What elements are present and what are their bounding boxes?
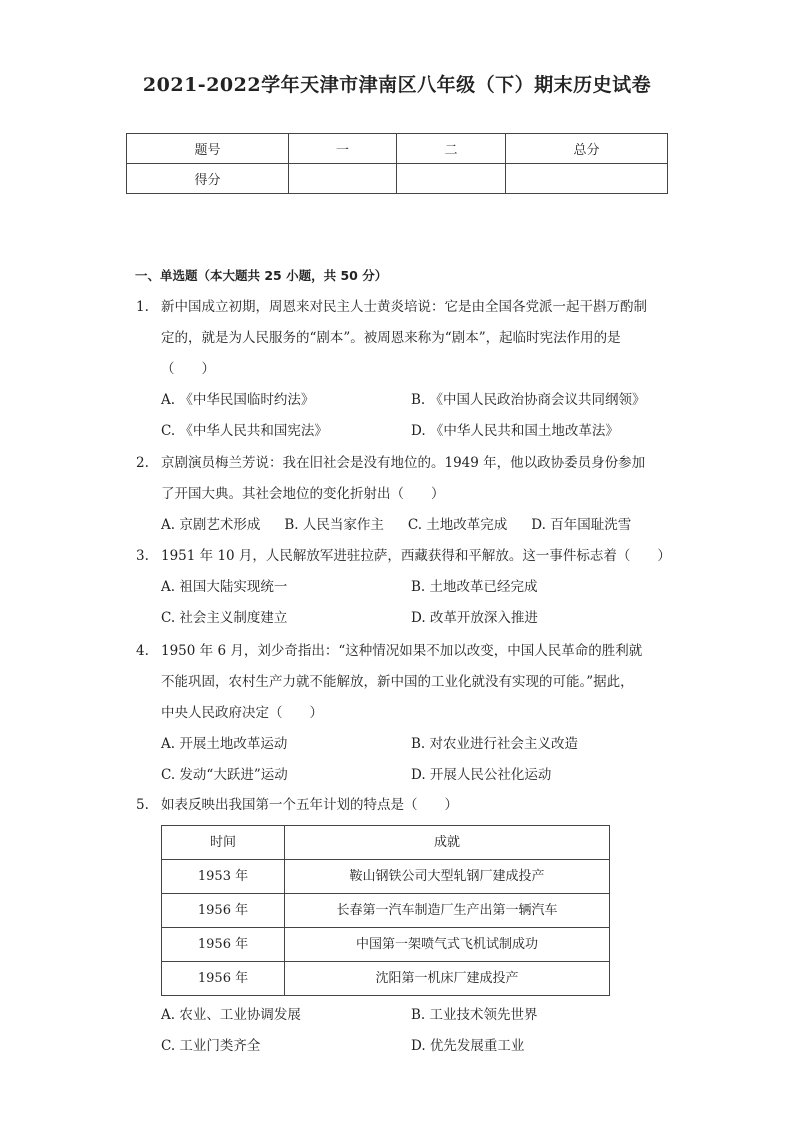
question-number: 2. [136,455,149,471]
question-number: 4. [136,643,149,659]
option-a[interactable]: A. 农业、工业协调发展 [161,1007,301,1023]
score-table-row [127,164,668,194]
option-d[interactable]: D. 优先发展重工业 [411,1038,525,1054]
option-b[interactable]: B. 土地改革已经完成 [411,579,538,595]
question-text-line: 京剧演员梅兰芳说：我在旧社会是没有地位的。1949 年，他以政协委员身份参加 [161,455,646,471]
option-b[interactable]: B. 对农业进行社会主义改造 [411,736,579,752]
table-row [162,962,610,996]
question-text-line: （ ） [161,361,215,377]
question-1 [136,292,676,447]
score-header-cell: 二 [397,134,506,164]
table-cell-year: 1953 年 [162,860,285,894]
option-a[interactable]: A. 京剧艺术形成 [161,517,261,533]
option-d[interactable]: D. 《中华人民共和国土地改革法》 [411,423,619,439]
score-table-header-row [127,134,668,164]
option-b[interactable]: B. 人民当家作主 [284,517,384,533]
option-a[interactable]: A. 《中华民国临时约法》 [161,392,315,408]
question-text-line: 定的，就是为人民服务的“剧本”。被周恩来称为“剧本”，起临时宪法作用的是 [161,330,621,346]
question-number: 5. [136,797,149,813]
option-c[interactable]: C. 《中华人民共和国宪法》 [161,423,328,439]
score-input-cell[interactable] [289,164,397,194]
question-text-line: 新中国成立初期，周恩来对民主人士黄炎培说：它是由全国各党派一起干斟万酌制 [161,299,647,315]
question-text-line: 1951 年 10 月，人民解放军进驻拉萨，西藏获得和平解放。这一事件标志着（ ） [161,548,671,564]
question-number: 1. [136,299,149,315]
question-2 [136,448,676,541]
question-text-line: 中央人民政府决定（ ） [161,705,323,721]
table-cell-achievement: 鞍山钢铁公司大型轧钢厂建成投产 [285,860,610,894]
option-a[interactable]: A. 开展土地改革运动 [161,736,288,752]
option-c[interactable]: C. 土地改革完成 [407,517,508,533]
option-c[interactable]: C. 发动“大跃进”运动 [161,767,288,783]
table-cell-achievement: 中国第一架喷气式飞机试制成功 [285,928,610,962]
table-row [162,928,610,962]
question-5 [136,790,676,1062]
table-cell-achievement: 长春第一汽车制造厂生产出第一辆汽车 [285,894,610,928]
option-b[interactable]: B. 工业技术领先世界 [411,1007,538,1023]
score-input-cell[interactable] [506,164,668,194]
option-d[interactable]: D. 改革开放深入推进 [411,610,538,626]
exam-title: 2021-2022学年天津市津南区八年级（下）期末历史试卷 [142,74,652,96]
section-heading: 一、单选题（本大题共 25 小题，共 50 分） [135,268,388,283]
table-cell-year: 1956 年 [162,928,285,962]
option-c[interactable]: C. 工业门类齐全 [161,1038,261,1054]
table-cell-achievement: 沈阳第一机床厂建成投产 [285,962,610,996]
table-cell-year: 1956 年 [162,962,285,996]
score-header-cell: 题号 [127,134,289,164]
table-row [162,860,610,894]
option-b[interactable]: B. 《中国人民政治协商会议共同纲领》 [411,392,646,408]
table-cell-year: 1956 年 [162,894,285,928]
table-header-row [162,826,610,860]
table-header-cell: 时间 [162,826,285,860]
question-text-line: 不能巩固，农村生产力就不能解放，新中国的工业化就没有实现的可能。”据此， [161,674,634,690]
question-text-line: 如表反映出我国第一个五年计划的特点是（ ） [161,797,458,813]
table-header-cell: 成就 [285,826,610,860]
option-c[interactable]: C. 社会主义制度建立 [161,610,288,626]
score-table [126,133,668,194]
question-3 [136,541,676,634]
achievement-table [161,825,610,996]
option-a[interactable]: A. 祖国大陆实现统一 [161,579,288,595]
score-row-label: 得分 [127,164,289,194]
table-row [162,894,610,928]
question-number: 3. [136,548,149,564]
question-text-line: 了开国大典。其社会地位的变化折射出（ ） [161,486,445,502]
option-d[interactable]: D. 开展人民公社化运动 [411,767,552,783]
option-d[interactable]: D. 百年国耻洗雪 [531,517,632,533]
score-header-cell: 一 [289,134,397,164]
question-text-line: 1950 年 6 月，刘少奇指出：“这种情况如果不加以改变，中国人民革命的胜利就 [161,643,643,659]
question-4 [136,636,676,791]
score-header-cell: 总分 [506,134,668,164]
score-input-cell[interactable] [397,164,506,194]
